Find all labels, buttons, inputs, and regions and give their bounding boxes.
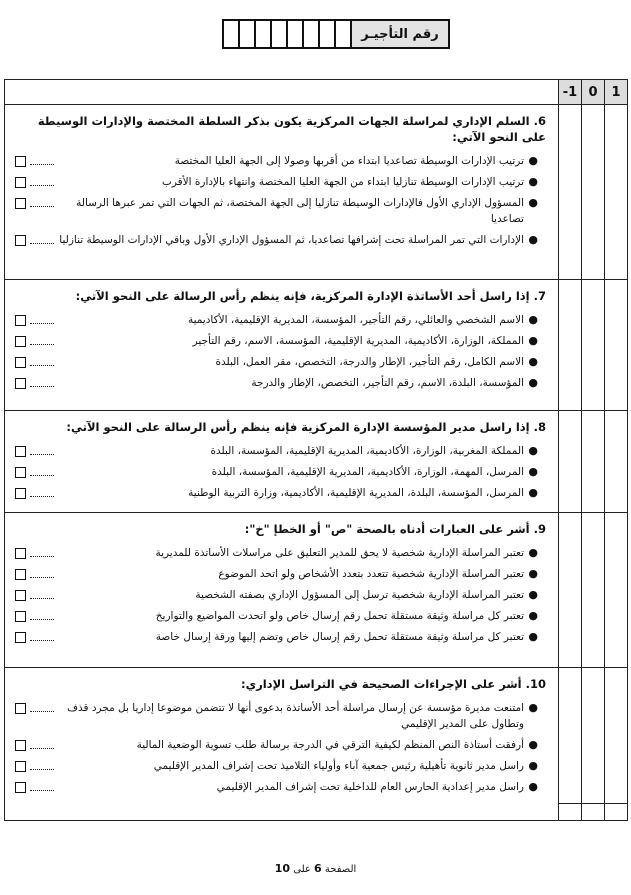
score-cell[interactable] xyxy=(559,513,582,668)
score-header-minus1: -1 xyxy=(559,80,582,105)
option-checkbox[interactable] xyxy=(15,590,26,601)
option-item: ● امتنعت مديرة مؤسسة عن إرسال مراسلة أحد الأساتذة بدعوى أنها لا تتضمن موضوعا إداريا بل مجرد قذف وتطاول على المدير الإقليمي xyxy=(15,700,538,732)
option-checkbox[interactable] xyxy=(15,569,26,580)
option-checkbox[interactable] xyxy=(15,198,26,209)
digit-box[interactable] xyxy=(336,21,352,47)
score-header-1: 1 xyxy=(605,80,628,105)
option-item: ● تعتبر المراسلة الإدارية شخصية تتعدد بتعدد الأشخاص ولو اتحد الموضوع xyxy=(15,566,538,582)
score-header-0: 0 xyxy=(582,80,605,105)
score-cell[interactable] xyxy=(582,668,605,821)
registration-label: رقم التأجيـر xyxy=(352,21,448,47)
option-item: ● أرفقت أستاذة النص المنظم لكيفية الترقي في الدرجة برسالة طلب تسوية الوضعية المالية xyxy=(15,737,538,753)
digit-box[interactable] xyxy=(224,21,240,47)
score-cell[interactable] xyxy=(582,280,605,411)
score-cell[interactable] xyxy=(559,280,582,411)
score-cell[interactable] xyxy=(582,411,605,513)
digit-box[interactable] xyxy=(272,21,288,47)
option-checkbox[interactable] xyxy=(15,740,26,751)
option-checkbox[interactable] xyxy=(15,378,26,389)
option-checkbox[interactable] xyxy=(15,761,26,772)
digit-box[interactable] xyxy=(240,21,256,47)
option-item: ● المسؤول الإداري الأول فالإدارات الوسيطة تنازليا إلى الجهة المختصة، ثم الجهات التي تمر عبرها الرسالة تصاعديا xyxy=(15,195,538,227)
digit-box[interactable] xyxy=(288,21,304,47)
score-cell[interactable] xyxy=(559,668,582,821)
option-checkbox[interactable] xyxy=(15,446,26,457)
question-row xyxy=(5,513,628,668)
page-footer: الصفحة 6 على 10 xyxy=(274,862,357,875)
option-checkbox[interactable] xyxy=(15,632,26,643)
question-row xyxy=(5,668,628,821)
option-item: ● المملكة، الوزارة، الأكاديمية، المديرية الإقليمية، المؤسسة، الاسم، رقم التأجير xyxy=(15,333,538,349)
score-cell[interactable] xyxy=(582,105,605,280)
question-row xyxy=(5,280,628,411)
option-checkbox[interactable] xyxy=(15,315,26,326)
question-title: 9.أشر على العبارات أدناه بالصحة "ص" أو الخطإ "خ": xyxy=(244,522,546,536)
option-item: ● المرسل، المؤسسة، البلدة، المديرية الإقليمية، الأكاديمية، وزارة التربية الوطنية xyxy=(15,485,538,501)
option-item: ● ترتيب الإدارات الوسيطة تصاعديا ابتداء من أقربها وصولا إلى الجهة العليا المختصة xyxy=(15,153,538,169)
question-title: 10.أشر على الإجراءات الصحيحة في التراسل الإداري: xyxy=(240,677,546,691)
digit-box[interactable] xyxy=(304,21,320,47)
option-item: ● المملكة المغربية، الوزارة، الأكاديمية، المديرية الإقليمية، المؤسسة، البلدة xyxy=(15,443,538,459)
option-item: ● الاسم الكامل، رقم التأجير، الإطار والدرجة، التخصص، مقر العمل، البلدة xyxy=(15,354,538,370)
question-row xyxy=(5,105,628,280)
question-title: 8.إذا راسل مدير المؤسسة الإدارة المركزية فإنه ينظم رأس الرسالة على النحو الآتي: xyxy=(66,420,546,434)
option-item: ● المرسل، المهمة، الوزارة، الأكاديمية، المديرية الإقليمية، المؤسسة، البلدة xyxy=(15,464,538,480)
table-header-row xyxy=(5,80,628,105)
total-score-box[interactable] xyxy=(558,803,628,821)
score-cell[interactable] xyxy=(605,280,628,411)
option-checkbox[interactable] xyxy=(15,336,26,347)
option-checkbox[interactable] xyxy=(15,177,26,188)
option-checkbox[interactable] xyxy=(15,488,26,499)
option-checkbox[interactable] xyxy=(15,357,26,368)
option-item: ● الإدارات التي تمر المراسلة تحت إشرافها تصاعديا، ثم المسؤول الإداري الأول وباقي الإدارات الوسيطة تنازليا xyxy=(15,232,538,248)
question-title: 7.إذا راسل أحد الأساتذة الإدارة المركزية، فإنه ينظم رأس الرسالة على النحو الآتي: xyxy=(75,289,546,303)
option-item: ● راسل مدير ثانوية تأهيلية رئيس جمعية آباء وأولياء التلاميذ تحت إشراف المدير الإقليمي xyxy=(15,758,538,774)
option-item: ● الاسم الشخصي والعائلي، رقم التأجير، المؤسسة، المديرية الإقليمية، الأكاديمية xyxy=(15,312,538,328)
header-blank xyxy=(5,80,559,105)
score-cell[interactable] xyxy=(605,411,628,513)
score-cell[interactable] xyxy=(582,513,605,668)
option-checkbox[interactable] xyxy=(15,235,26,246)
option-item: ● تعتبر المراسلة الإدارية شخصية لا يحق للمدير التعليق على مراسلات الأساتذة للمديرية xyxy=(15,545,538,561)
score-cell[interactable] xyxy=(605,513,628,668)
option-item: ● تعتبر كل مراسلة وثيقة مستقلة تحمل رقم إرسال خاص ولو اتحدت المواضيع والتواريخ xyxy=(15,608,538,624)
questions-table xyxy=(4,79,628,821)
option-item: ● تعتبر المراسلة الإدارية شخصية ترسل إلى المسؤول الإداري بصفته الشخصية xyxy=(15,587,538,603)
option-checkbox[interactable] xyxy=(15,611,26,622)
score-cell[interactable] xyxy=(559,105,582,280)
option-checkbox[interactable] xyxy=(15,548,26,559)
score-cell[interactable] xyxy=(605,668,628,821)
option-checkbox[interactable] xyxy=(15,467,26,478)
option-checkbox[interactable] xyxy=(15,156,26,167)
question-row xyxy=(5,411,628,513)
score-cell[interactable] xyxy=(559,411,582,513)
option-checkbox[interactable] xyxy=(15,703,26,714)
option-item: ● المؤسسة، البلدة، الاسم، رقم التأجير، التخصص، الإطار والدرجة xyxy=(15,375,538,391)
question-title: 6.السلم الإداري لمراسلة الجهات المركزية يكون بذكر السلطة المختصة والإدارات الوسيطة على النحو الآتي: xyxy=(37,114,546,144)
option-item: ● ترتيب الإدارات الوسيطة تنازليا ابتداء من الجهة العليا المختصة وانتهاء بالإدارة الأقرب xyxy=(15,174,538,190)
digit-box[interactable] xyxy=(256,21,272,47)
option-checkbox[interactable] xyxy=(15,782,26,793)
registration-number-box xyxy=(222,19,450,49)
option-item: ● تعتبر كل مراسلة وثيقة مستقلة تحمل رقم إرسال خاص وتضم إليها ورقة إرسال خاصة xyxy=(15,629,538,645)
score-cell[interactable] xyxy=(605,105,628,280)
option-item: ● راسل مدير إعدادية الحارس العام للداخلية تحت إشراف المدير الإقليمي xyxy=(15,779,538,795)
digit-box[interactable] xyxy=(320,21,336,47)
